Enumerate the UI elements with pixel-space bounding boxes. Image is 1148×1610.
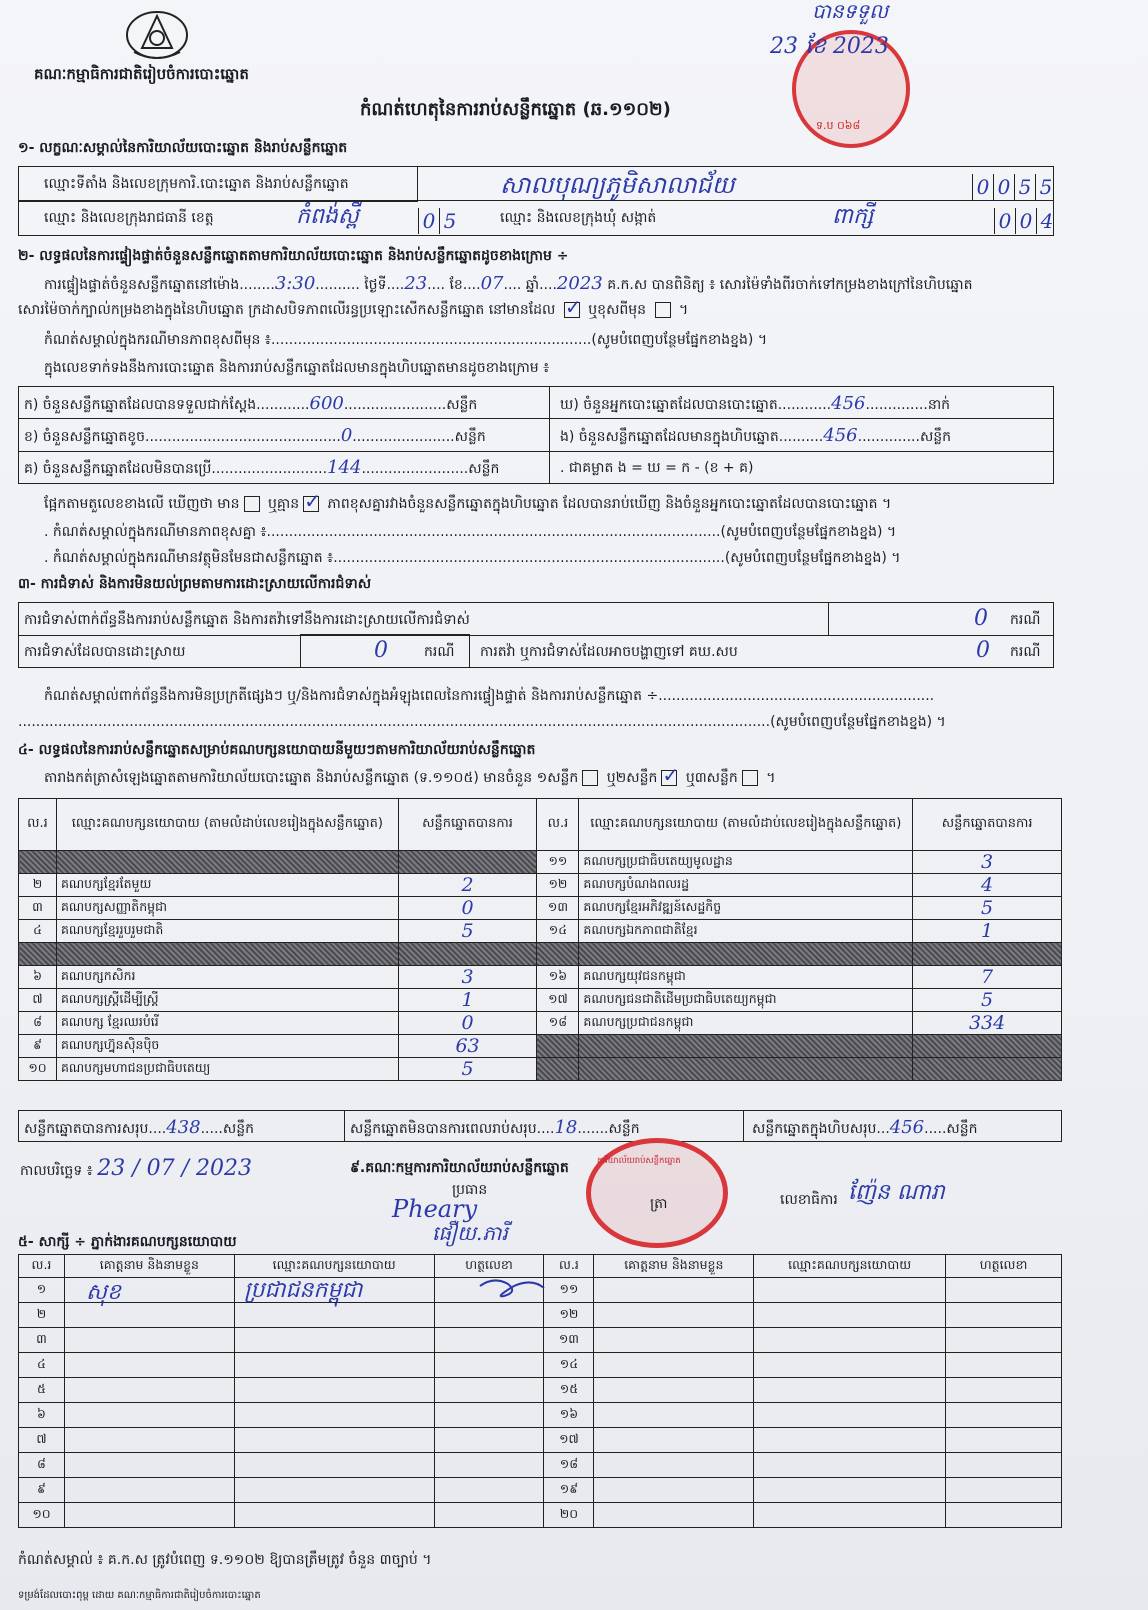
- received-stamp: ទ.ប ០៦៨: [792, 30, 910, 148]
- party-name-cell: គណបក្សខ្មែរអភិវឌ្ឍន៍សេដ្ឋកិច្ច: [579, 897, 913, 920]
- table-row: [19, 1058, 1062, 1081]
- party-votes-cell: [913, 1058, 1062, 1081]
- party-votes-cell: 3: [913, 851, 1062, 874]
- witness-no-cell: ៨: [19, 1453, 65, 1478]
- witness-cell: [234, 1378, 434, 1403]
- witness-no-cell: ១៨: [544, 1453, 594, 1478]
- verify-year: 2023: [556, 273, 603, 294]
- section2-title: ២- លទ្ធផលនៃការផ្ទៀងផ្ទាត់ចំនួនសន្លឹកឆ្នោតតាមការិយាល័យបោះឆ្នោត និងរាប់សន្លឹកឆ្នោតដូចខាងក្រោម ÷: [18, 248, 569, 264]
- figure-ch: ឃ) ចំនួនអ្នកបោះឆ្នោតដែលបានបោះឆ្នោត............456..............នាក់: [560, 393, 951, 414]
- witness-cell: [946, 1478, 1062, 1503]
- committee-seal: ការិយាល័យរាប់សន្លឹកឆ្នោត: [586, 1138, 728, 1248]
- party-no-cell: ៤: [19, 920, 57, 943]
- witness-no-cell: ២០: [544, 1503, 594, 1528]
- witness-no-cell: ៥: [19, 1378, 65, 1403]
- witness-cell: [434, 1378, 544, 1403]
- witness-cell: [234, 1328, 434, 1353]
- irregularity-note-2: .........................................................................................................................................................................(សូមបំពេញបន្ថែមផ្នែកខាងខ្នង) ។: [18, 714, 946, 730]
- party-no-cell: ៦: [19, 966, 57, 989]
- party-votes-cell: 0: [398, 1012, 537, 1035]
- party-name-cell: គណបក្សមហាជនប្រជាធិបតេយ្យ: [56, 1058, 398, 1081]
- witness-no-cell: ១១: [544, 1278, 594, 1303]
- two-sheet-checkbox[interactable]: [661, 770, 677, 786]
- witness-row: [19, 1503, 1062, 1528]
- province-label: ឈ្មោះ និងលេខក្រុងរាជធានី ខេត្ត: [44, 210, 214, 226]
- sheet-count-line: តារាងកត់ត្រាសំឡេងឆ្នោតតាមការិយាល័យបោះឆ្នោត និងរាប់សន្លឹកឆ្នោត (ទ.១១០៥) មានចំនួន ១សន្លឹក ឬ២សន្លឹក✓ ឬ៣សន្លឹក ។: [44, 770, 775, 786]
- party-name-cell: គណបក្សកសិករ: [56, 966, 398, 989]
- figure-formula: . ជាគម្លាត ង = ឃ = ក - (ខ + គ): [560, 460, 754, 476]
- code-digit: 5: [439, 208, 460, 234]
- commune-label: ឈ្មោះ និងលេខក្រុងឃុំ សង្កាត់: [500, 210, 657, 226]
- witness-cell: [594, 1278, 754, 1303]
- party-votes-cell: 5: [913, 897, 1062, 920]
- witness-no-cell: ២: [19, 1303, 65, 1328]
- three-sheet-checkbox[interactable]: [742, 770, 758, 786]
- witness-cell: [434, 1353, 544, 1378]
- figure-k: ក) ចំនួនសន្លឹកឆ្នោតដែលបានទទួលជាក់ស្តែង............600.......................សន្លឹក: [24, 393, 478, 414]
- table-row: [19, 943, 1062, 966]
- witness-cell: [946, 1503, 1062, 1528]
- witness-row: [19, 1303, 1062, 1328]
- witness-cell: [594, 1403, 754, 1428]
- witness-cell: [946, 1378, 1062, 1403]
- party-name-cell: គណបក្សយុវជនកម្ពុជា: [579, 966, 913, 989]
- witness-cell: [64, 1378, 234, 1403]
- witness-cell: [234, 1428, 434, 1453]
- table-row: [19, 966, 1062, 989]
- province-code: [418, 208, 460, 234]
- party-no-cell: [537, 1058, 579, 1081]
- objection-appeal-value: 0: [976, 638, 990, 663]
- witness-row: [19, 1378, 1062, 1403]
- committee-title: ៩.គណៈកម្មការការិយាល័យរាប់សន្លឹកឆ្នោត: [350, 1160, 569, 1176]
- party-votes-cell: [398, 851, 537, 874]
- section1-title: ១- លក្ខណៈសម្គាល់នៃការិយាល័យបោះឆ្នោត និងរាប់សន្លឹកឆ្នោត: [18, 140, 348, 156]
- witness-no-cell: ៣: [19, 1328, 65, 1353]
- election-form-page: គណៈកម្មាធិការជាតិរៀបចំការបោះឆ្នោត កំណត់ហេតុនៃការរាប់សន្លឹកឆ្នោត (ឆ.១១០២) ទ.ប ០៦៨ បានទទួល 23 ខែ 2023 ១- លក្ខណៈសម្គាល់នៃការិយាល័យបោះឆ្នោត និងរាប់សន្លឹកឆ្នោត ឈ្មោះទីតាំង និងលេខក្រុមការិ.បោះឆ្នោត និងរាប់សន្លឹកឆ្នោត សាលបុណ្យភូមិសាលាជ័យ 0 0 5 5 ឈ្មោះ និងលេខក្រុងរាជធានី ខេត្ត កំពង់ស្ពឺ 0 5 ឈ្មោះ និងលេខក្រុងឃុំ សង្កាត់ ពាក្សី 0 0 4 ២- លទ្ធផលនៃការផ្ទៀងផ្ទាត់ចំនួនសន្លឹកឆ្នោតតាមការិយាល័យបោះឆ្នោត និងរាប់សន្លឹកឆ្នោតដូចខាងក្រោម ÷ ការផ្ទៀងផ្ទាត់ចំនួនសន្លឹកឆ្នោតនៅម៉ោង........3:30.......... ថ្ងៃទី....23.... ខែ....07.... ឆ្នាំ....2023 គ.ក.ស បានពិនិត្យ ៖ សោរម៉ៃទាំងពីរចាក់ទៅកម្រងខាងក្រៅនៃហិបឆ្នោត សោរម៉ៃចាក់ក្បាល់កម្រងខាងក្នុងនៃហិបឆ្នោត ក្រដាសបិទភាពលើរន្ធប្រឡោះសើកសន្លឹកឆ្នោត នៅមានដែល ✓ ឬខុសពីមុន ។ កំណត់សម្គាល់ក្នុងករណីមានភាពខុសពីមុន ៖........................................................................(សូមបំពេញបន្ថែមផ្នែកខាងខ្នង) ។ ក្នុងលេខទាក់ទងនឹងការបោះឆ្នោត និងការរាប់សន្លឹកឆ្នោតដែលមានក្នុងហិបឆ្នោតមានដូចខាងក្រោម ៖ ក) ចំនួនសន្លឹកឆ្នោតដែលបានទទួលជាក់ស្តែង............600.......................សន្លឹក ខ) ចំនួនសន្លឹកឆ្នោតខូច............................................0.......................សន្លឹក គ) ចំនួនសន្លឹកឆ្នោតដែលមិនបានប្រើ..........................144........................សន្លឹក ឃ) ចំនួនអ្នកបោះឆ្នោតដែលបានបោះឆ្នោត............456..............នាក់ ង) ចំនួនសន្លឹកឆ្នោតដែលមានក្នុងហិបឆ្នោត..........456..............សន្លឹក . ជាគម្លាត ង = ឃ = ក - (ខ + គ) ផ្អែកតាមតួលេខខាងលើ ឃើញថា មាន ឬគ្មាន✓ ភាពខុសគ្នារវាងចំនួនសន្លឹកឆ្នោតក្នុងហិបឆ្នោត ដែលបានរាប់ឃើញ និងចំនួនអ្នកបោះឆ្នោតដែលបានបោះឆ្នោត ។ . កំណត់សម្គាល់ក្នុងករណីមានភាពខុសគ្នា ៖......................................................................................................(សូមបំពេញបន្ថែមផ្នែកខាងខ្នង) ។ . កំណត់សម្គាល់ក្នុងករណីមានវត្ថុមិនមែនជាសន្លឹកឆ្នោត ៖........................................................................................(សូមបំពេញបន្ថែមផ្នែកខាងខ្នង) ។ ៣- ការជំទាស់ និងការមិនយល់ព្រមតាមការដោះស្រាយលើការជំទាស់ ការជំទាស់ពាក់ព័ន្ធនឹងការរាប់សន្លឹកឆ្នោត និងការតវ៉ាទៅនឹងការដោះស្រាយលើការជំទាស់ 0 ករណី ការជំទាស់ដែលបានដោះស្រាយ 0 ករណី ការតវ៉ា ឬការជំទាស់ដែលអាចបង្ហាញទៅ គឃ.សប 0 ករណី កំណត់សម្គាល់ពាក់ព័ន្ធនឹងការមិនប្រក្រតីផ្សេងៗ ឬ/និងការជំទាស់ក្នុងអំឡុងពេលនៃការផ្ទៀងផ្ទាត់ និងការរាប់សន្លឹកឆ្នោត ÷.............................................................. .........................................................................................................................................................................(សូមបំពេញបន្ថែមផ្នែកខាងខ្នង) ។ ៤- លទ្ធផលនៃការរាប់សន្លឹកឆ្នោតសម្រាប់គណបក្សនយោបាយនីមួយៗតាមការិយាល័យរាប់សន្លឹកឆ្នោត តារាងកត់ត្រាសំឡេងឆ្នោតតាមការិយាល័យបោះឆ្នោត និងរាប់សន្លឹកឆ្នោត (ទ.១១០៥) មានចំនួន ១សន្លឹក ឬ២សន្លឹក✓ ឬ៣សន្លឹក ។ ល.រ ឈ្មោះគណបក្សនយោបាយ (តាមលំដាប់លេខរៀងក្នុងសន្លឹកឆ្នោត) សន្លឹកឆ្នោតបានការ ល.រ ឈ្មោះគណបក្សនយោបាយ (តាមលំដាប់លេខរៀងក្នុងសន្លឹកឆ្នោត) សន្លឹកឆ្នោតបានការ ១១ គណបក្សប្រជាធិបតេយ្យមូលដ្ឋាន 3 ២ គណបក្សខ្មែរតែមួយ 2 ១២ គណបក្សបំណងពលរដ្ឋ 4 ៣ គណបក្សសញ្ញាតិកម្ពុជា 0 ១៣ គណបក្សខ្មែរអភិវឌ្ឍន៍សេដ្ឋកិច្ច 5 ៤ គណបក្សខ្មែររួបរួមជាតិ 5 ១៤ គណបក្សឯកភាពជាតិខ្មែរ 1 ៦ គណបក្សកសិករ 3 ១៦ គណបក្សយុវជនកម្ពុជា 7 ៧ គណបក្សស្ត្រីដើម្បីស្ត្រី 1 ១៧ គណបក្សជនជាតិដើមប្រជាធិបតេយ្យកម្ពុជា 5 ៨ គណបក្ស ខ្មែរឈរបំរើ 0 ១៨ គណបក្សប្រជាជនកម្ពុជា 334 ៩ គណបក្សហ្វ៊ុនស៊ិនប៉ិច 63 ១០ គណបក្សមហាជនប្រជាធិបតេយ្យ 5 សន្លឹកឆ្នោតបានការសរុប....438.....សន្លឹក សន្លឹកឆ្នោតមិនបានការពេលរាប់សរុប....18.......សន្លឹក សន្លឹកឆ្នោតក្នុងហិបសរុប...456.....សន្លឹក កាលបរិច្ឆេទ ៖ 23 / 07 / 2023 ៩.គណៈកម្មការការិយាល័យរាប់សន្លឹកឆ្នោត ប្រធាន Pheary ផឿយ.ភារី ការិយាល័យរាប់សន្លឹកឆ្នោត ត្រា លេខាធិការ ញ៉ែន ណារា ៥- សាក្សី ÷ ភ្នាក់ងារគណបក្សនយោបាយ ល.រ គោត្តនាម និងនាមខ្លួន ឈ្មោះគណបក្សនយោបាយ ហត្ថលេខា ល.រ គោត្តនាម និងនាមខ្លួន ឈ្មោះគណបក្សនយោបាយ ហត្ថលេខា ១ ១១ ២ ១២ ៣ ១៣ ៤ ១៤ ៥ ១៥ ៦ ១៦ ៧ ១៧ ៨ ១៨ ៩ ១៩ ១០ ២០ សុខ ប្រជាជនកម្ពុជា កំណត់សម្គាល់ ៖ គ.ក.ស ត្រូវបំពេញ ទ.១១០២ ឱ្យបានត្រឹមត្រូវ ចំនួន ៣ច្បាប់ ។ ទម្រង់ដែលបោះពុម្ព ដោយ គណៈកម្មាធិការជាតិរៀបចំការបោះឆ្នោត: [0, 0, 1148, 1610]
- total-valid: សន្លឹកឆ្នោតបានការសរុប....438.....សន្លឹក: [24, 1117, 254, 1138]
- party-no-cell: ១៨: [537, 1012, 579, 1035]
- party-votes-cell: [913, 943, 1062, 966]
- section4-title: ៤- លទ្ធផលនៃការរាប់សន្លឹកឆ្នោតសម្រាប់គណបក្សនយោបាយនីមួយៗតាមការិយាល័យរាប់សន្លឹកឆ្នោត: [18, 742, 536, 758]
- witness-cell: [594, 1503, 754, 1528]
- witness-cell: [434, 1303, 544, 1328]
- table-row: [19, 1012, 1062, 1035]
- stamp-handwriting-top: បានទទួល: [812, 0, 889, 23]
- party-no-cell: ១៧: [537, 989, 579, 1012]
- party-no-cell: ៩: [19, 1035, 57, 1058]
- witness-cell: [754, 1478, 946, 1503]
- party-no-cell: ១២: [537, 874, 579, 897]
- witness-cell: [64, 1403, 234, 1428]
- code-digit: 0: [993, 174, 1014, 200]
- witness-cell: [434, 1403, 544, 1428]
- party-name-cell: គណបក្សឯកភាពជាតិខ្មែរ: [579, 920, 913, 943]
- party-votes-cell: 4: [913, 874, 1062, 897]
- chair-label: ប្រធាន: [452, 1182, 488, 1198]
- witness-row: [19, 1453, 1062, 1478]
- commune-value: ពាក្សី: [832, 204, 874, 229]
- location-value: សាលបុណ្យភូមិសាលាជ័យ: [500, 171, 735, 199]
- party-name-cell: គណបក្សប្រជាធិបតេយ្យមូលដ្ឋាន: [579, 851, 913, 874]
- party-no-cell: ១១: [537, 851, 579, 874]
- party-votes-cell: 1: [913, 920, 1062, 943]
- seal-line: សោរម៉ៃចាក់ក្បាល់កម្រងខាងក្នុងនៃហិបឆ្នោត ក្រដាសបិទភាពលើរន្ធប្រឡោះសើកសន្លឹកឆ្នោត នៅមានដែល ✓ ឬខុសពីមុន ។: [18, 302, 688, 318]
- party-no-cell: ៣: [19, 897, 57, 920]
- party-votes-cell: 5: [913, 989, 1062, 1012]
- witness-no-cell: ១៤: [544, 1353, 594, 1378]
- witness-cell: [946, 1303, 1062, 1328]
- results-table: ល.រ ឈ្មោះគណបក្សនយោបាយ (តាមលំដាប់លេខរៀងក្នុងសន្លឹកឆ្នោត) សន្លឹកឆ្នោតបានការ ល.រ ឈ្មោះគណបក្សនយោបាយ (តាមលំដាប់លេខរៀងក្នុងសន្លឹកឆ្នោត) សន្លឹកឆ្នោតបានការ ១១ គណបក្សប្រជាធិបតេយ្យមូលដ្ឋាន 3 ២ គណបក្សខ្មែរតែមួយ 2 ១២ គណបក្សបំណងពលរដ្ឋ 4 ៣ គណបក្សសញ្ញាតិកម្ពុជា 0 ១៣ គណបក្សខ្មែរអភិវឌ្ឍន៍សេដ្ឋកិច្ច 5 ៤ គណបក្សខ្មែររួបរួមជាតិ 5 ១៤ គណបក្សឯកភាពជាតិខ្មែរ 1 ៦ គណបក្សកសិករ 3 ១៦ គណបក្សយុវជនកម្ពុជា 7 ៧ គណបក្សស្ត្រីដើម្បីស្ត្រី 1 ១៧ គណបក្សជនជាតិដើមប្រជាធិបតេយ្យកម្ពុជា 5 ៨ គណបក្ស ខ្មែរឈរបំរើ 0 ១៨ គណបក្សប្រជាជនកម្ពុជា 334 ៩ គណបក្សហ្វ៊ុនស៊ិនប៉ិច 63 ១០ គណបក្សមហាជនប្រជាធិបតេយ្យ 5: [18, 798, 1062, 1081]
- form-title: កំណត់ហេតុនៃការរាប់សន្លឹកឆ្នោត (ឆ.១១០២): [360, 99, 671, 120]
- chair-name: ផឿយ.ភារី: [432, 1221, 508, 1245]
- party-no-cell: ៨: [19, 1012, 57, 1035]
- seal-intact-checkbox[interactable]: [564, 302, 580, 318]
- witness-cell: [234, 1478, 434, 1503]
- witness-cell: [234, 1353, 434, 1378]
- witness-cell: [64, 1328, 234, 1353]
- party-name-cell: គណបក្សប្រជាជនកម្ពុជា: [579, 1012, 913, 1035]
- witness-no-cell: ១២: [544, 1303, 594, 1328]
- witness-row: [19, 1478, 1062, 1503]
- no-difference-checkbox[interactable]: [303, 496, 319, 512]
- witness-cell: [594, 1378, 754, 1403]
- witness-cell: [434, 1328, 544, 1353]
- witness-no-cell: ៧: [19, 1428, 65, 1453]
- section5-title: ៥- សាក្សី ÷ ភ្នាក់ងារគណបក្សនយោបាយ: [18, 1234, 237, 1250]
- seal-changed-checkbox[interactable]: [655, 302, 671, 318]
- witness1-party: ប្រជាជនកម្ពុជា: [244, 1278, 363, 1303]
- party-name-cell: [579, 943, 913, 966]
- footer-note: កំណត់សម្គាល់ ៖ គ.ក.ស ត្រូវបំពេញ ទ.១១០២ ឱ្យបានត្រឹមត្រូវ ចំនួន ៣ច្បាប់ ។: [18, 1552, 432, 1568]
- witness-no-cell: ១៣: [544, 1328, 594, 1353]
- witness-cell: [594, 1453, 754, 1478]
- witness-no-cell: ៦: [19, 1403, 65, 1428]
- witness-cell: [754, 1428, 946, 1453]
- objection-resolved-value: 0: [374, 638, 388, 663]
- witness-cell: [234, 1403, 434, 1428]
- witness-cell: [64, 1478, 234, 1503]
- witness-cell: [594, 1428, 754, 1453]
- witness-cell: [594, 1303, 754, 1328]
- commune-code: [994, 208, 1057, 234]
- party-name-cell: [579, 1058, 913, 1081]
- code-digit: 0: [418, 208, 439, 234]
- table-row: [19, 874, 1062, 897]
- witness-cell: [754, 1453, 946, 1478]
- party-votes-cell: 2: [398, 874, 537, 897]
- foreign-object-note: . កំណត់សម្គាល់ក្នុងករណីមានវត្ថុមិនមែនជាសន្លឹកឆ្នោត ៖........................................................................................(សូមបំពេញបន្ថែមផ្នែកខាងខ្នង) ។: [44, 550, 901, 566]
- party-votes-cell: [398, 943, 537, 966]
- party-votes-cell: 0: [398, 897, 537, 920]
- objection-resolved-label: ការជំទាស់ដែលបានដោះស្រាយ: [24, 644, 186, 660]
- witness-cell: [754, 1503, 946, 1528]
- party-votes-cell: 334: [913, 1012, 1062, 1035]
- party-name-cell: គណបក្ស ខ្មែរឈរបំរើ: [56, 1012, 398, 1035]
- witness-cell: [946, 1353, 1062, 1378]
- seal-label: ត្រា: [650, 1196, 668, 1212]
- witness-cell: [594, 1353, 754, 1378]
- party-name-cell: គណបក្សសញ្ញាតិកម្ពុជា: [56, 897, 398, 920]
- party-votes-cell: 7: [913, 966, 1062, 989]
- witness-cell: [594, 1478, 754, 1503]
- location-code: [972, 174, 1056, 200]
- witness-no-cell: ១៩: [544, 1478, 594, 1503]
- witness-cell: [754, 1278, 946, 1303]
- party-votes-cell: 5: [398, 1058, 537, 1081]
- diff-explain: . កំណត់សម្គាល់ក្នុងករណីមានភាពខុសគ្នា ៖......................................................................................................(សូមបំពេញបន្ថែមផ្នែកខាងខ្នង) ។: [44, 524, 897, 540]
- witness-cell: [64, 1303, 234, 1328]
- secretary-name: ញ៉ែន ណារា: [848, 1180, 945, 1205]
- figure-ng: ង) ចំនួនសន្លឹកឆ្នោតដែលមានក្នុងហិបឆ្នោត..........456..............សន្លឹក: [560, 425, 952, 446]
- table-row: [19, 920, 1062, 943]
- witness-row: [19, 1328, 1062, 1353]
- party-name-cell: គណបក្សបំណងពលរដ្ឋ: [579, 874, 913, 897]
- party-name-cell: គណបក្សខ្មែរតែមួយ: [56, 874, 398, 897]
- objection-appeal-label: ការតវ៉ា ឬការជំទាស់ដែលអាចបង្ហាញទៅ គឃ.សប: [480, 644, 738, 660]
- org-name: គណៈកម្មាធិការជាតិរៀបចំការបោះឆ្នោត: [34, 65, 249, 83]
- witness1-signature-icon: [474, 1274, 554, 1300]
- party-no-cell: ១០: [19, 1058, 57, 1081]
- party-name-cell: [579, 1035, 913, 1058]
- code-digit: 5: [1035, 174, 1056, 200]
- verify-time: 3:30: [274, 273, 316, 294]
- witness-cell: [946, 1403, 1062, 1428]
- party-no-cell: [19, 943, 57, 966]
- secretary-label: លេខាធិការ: [780, 1192, 838, 1208]
- section3-title: ៣- ការជំទាស់ និងការមិនយល់ព្រមតាមការដោះស្រាយលើការជំទាស់: [18, 576, 372, 592]
- table-row: [19, 851, 1062, 874]
- objection-total-value: 0: [974, 606, 988, 631]
- figure-kh: ខ) ចំនួនសន្លឹកឆ្នោតខូច............................................0.......................សន្លឹក: [24, 425, 486, 446]
- party-no-cell: ១៤: [537, 920, 579, 943]
- witness-cell: [946, 1428, 1062, 1453]
- code-digit: 0: [994, 208, 1015, 234]
- party-name-cell: គណបក្សហ្វ៊ុនស៊ិនប៉ិច: [56, 1035, 398, 1058]
- witness-cell: [234, 1453, 434, 1478]
- witness-cell: [64, 1453, 234, 1478]
- national-emblem-icon: [122, 8, 192, 62]
- witness-row: [19, 1353, 1062, 1378]
- witness-cell: [946, 1453, 1062, 1478]
- witness-cell: [754, 1328, 946, 1353]
- witness-cell: [434, 1453, 544, 1478]
- party-name-cell: [56, 851, 398, 874]
- witness-row: [19, 1403, 1062, 1428]
- witness-cell: [234, 1303, 434, 1328]
- witness-cell: [946, 1278, 1062, 1303]
- verify-day: 23: [404, 273, 428, 294]
- diff-note-line: កំណត់សម្គាល់ក្នុងករណីមានភាពខុសពីមុន ៖........................................................................(សូមបំពេញបន្ថែមផ្នែកខាងខ្នង) ។: [44, 332, 768, 348]
- verify-month: 07: [480, 273, 504, 294]
- party-no-cell: ៧: [19, 989, 57, 1012]
- party-no-cell: [19, 851, 57, 874]
- witness-table: ល.រ គោត្តនាម និងនាមខ្លួន ឈ្មោះគណបក្សនយោបាយ ហត្ថលេខា ល.រ គោត្តនាម និងនាមខ្លួន ឈ្មោះគណបក្សនយោបាយ ហត្ថលេខា ១ ១១ ២ ១២ ៣ ១៣ ៤ ១៤ ៥ ១៥ ៦ ១៦ ៧ ១៧ ៨ ១៨ ៩ ១៩ ១០ ២០: [18, 1254, 1062, 1528]
- code-digit: 0: [1015, 208, 1036, 234]
- verify-line: ការផ្ទៀងផ្ទាត់ចំនួនសន្លឹកឆ្នោតនៅម៉ោង........3:30.......... ថ្ងៃទី....23.... ខែ....07.... ឆ្នាំ....2023 គ.ក.ស បានពិនិត្យ ៖ សោរម៉ៃទាំងពីរចាក់ទៅកម្រងខាងក្រៅនៃហិបឆ្នោត: [44, 273, 973, 294]
- witness-no-cell: ១០: [19, 1503, 65, 1528]
- party-votes-cell: 1: [398, 989, 537, 1012]
- code-digit: 0: [972, 174, 993, 200]
- witness-cell: [754, 1403, 946, 1428]
- witness-cell: [434, 1428, 544, 1453]
- party-votes-cell: 3: [398, 966, 537, 989]
- witness-no-cell: ១៧: [544, 1428, 594, 1453]
- code-digit: 5: [1014, 174, 1035, 200]
- footer-print: ទម្រង់ដែលបោះពុម្ព ដោយ គណៈកម្មាធិការជាតិរៀបចំការបោះឆ្នោត: [18, 1590, 261, 1601]
- party-no-cell: ១៣: [537, 897, 579, 920]
- party-votes-cell: 5: [398, 920, 537, 943]
- witness1-name: សុខ: [86, 1280, 121, 1305]
- figures-intro: ក្នុងលេខទាក់ទងនឹងការបោះឆ្នោត និងការរាប់សន្លឹកឆ្នោតដែលមានក្នុងហិបឆ្នោតមានដូចខាងក្រោម ៖: [44, 360, 550, 376]
- stamp-handwriting: 23 ខែ 2023: [770, 34, 889, 59]
- witness-row: [19, 1428, 1062, 1453]
- objection-total-label: ការជំទាស់ពាក់ព័ន្ធនឹងការរាប់សន្លឹកឆ្នោត និងការតវ៉ាទៅនឹងការដោះស្រាយលើការជំទាស់: [24, 612, 470, 628]
- party-votes-cell: [913, 1035, 1062, 1058]
- witness-no-cell: ១៥: [544, 1378, 594, 1403]
- irregularity-note: កំណត់សម្គាល់ពាក់ព័ន្ធនឹងការមិនប្រក្រតីផ្សេងៗ ឬ/និងការជំទាស់ក្នុងអំឡុងពេលនៃការផ្ទៀងផ្ទាត់ និងការរាប់សន្លឹកឆ្នោត ÷..............................................................: [44, 688, 935, 704]
- witness-cell: [754, 1378, 946, 1403]
- table-row: [19, 1035, 1062, 1058]
- witness-no-cell: ៤: [19, 1353, 65, 1378]
- party-no-cell: [537, 943, 579, 966]
- party-name-cell: គណបក្សជនជាតិដើមប្រជាធិបតេយ្យកម្ពុជា: [579, 989, 913, 1012]
- witness-cell: [946, 1328, 1062, 1353]
- witness-cell: [754, 1353, 946, 1378]
- difference-line: ផ្អែកតាមតួលេខខាងលើ ឃើញថា មាន ឬគ្មាន✓ ភាពខុសគ្នារវាងចំនួនសន្លឹកឆ្នោតក្នុងហិបឆ្នោត ដែលបានរាប់ឃើញ និងចំនួនអ្នកបោះឆ្នោតដែលបានបោះឆ្នោត ។: [44, 496, 891, 512]
- party-no-cell: ២: [19, 874, 57, 897]
- has-difference-checkbox[interactable]: [244, 496, 260, 512]
- total-in-box: សន្លឹកឆ្នោតក្នុងហិបសរុប...456.....សន្លឹក: [752, 1117, 978, 1138]
- province-value: កំពង់ស្ពឺ: [296, 204, 359, 229]
- code-digit: 4: [1036, 208, 1057, 234]
- one-sheet-checkbox[interactable]: [582, 770, 598, 786]
- figure-g: គ) ចំនួនសន្លឹកឆ្នោតដែលមិនបានប្រើ..........................144........................សន្លឹក: [24, 457, 500, 478]
- party-name-cell: [56, 943, 398, 966]
- witness-cell: [434, 1478, 544, 1503]
- party-name-cell: គណបក្សស្ត្រីដើម្បីស្ត្រី: [56, 989, 398, 1012]
- witness-no-cell: ៩: [19, 1478, 65, 1503]
- chair-signature: Pheary: [392, 1195, 478, 1223]
- total-invalid: សន្លឹកឆ្នោតមិនបានការពេលរាប់សរុប....18.......សន្លឹក: [350, 1117, 640, 1138]
- party-no-cell: ១៦: [537, 966, 579, 989]
- party-name-cell: គណបក្សខ្មែររួបរួមជាតិ: [56, 920, 398, 943]
- witness-cell: [64, 1428, 234, 1453]
- witness-cell: [754, 1303, 946, 1328]
- witness-cell: [64, 1503, 234, 1528]
- witness-cell: [64, 1353, 234, 1378]
- party-votes-cell: 63: [398, 1035, 537, 1058]
- table-row: [19, 989, 1062, 1012]
- witness-no-cell: ១: [19, 1278, 65, 1303]
- witness-cell: [234, 1503, 434, 1528]
- location-label: ឈ្មោះទីតាំង និងលេខក្រុមការិ.បោះឆ្នោត និងរាប់សន្លឹកឆ្នោត: [44, 176, 349, 192]
- witness-no-cell: ១៦: [544, 1403, 594, 1428]
- table-row: [19, 897, 1062, 920]
- witness-cell: [594, 1328, 754, 1353]
- date-line: កាលបរិច្ឆេទ ៖ 23 / 07 / 2023: [20, 1156, 253, 1181]
- witness-cell: [434, 1503, 544, 1528]
- party-no-cell: [537, 1035, 579, 1058]
